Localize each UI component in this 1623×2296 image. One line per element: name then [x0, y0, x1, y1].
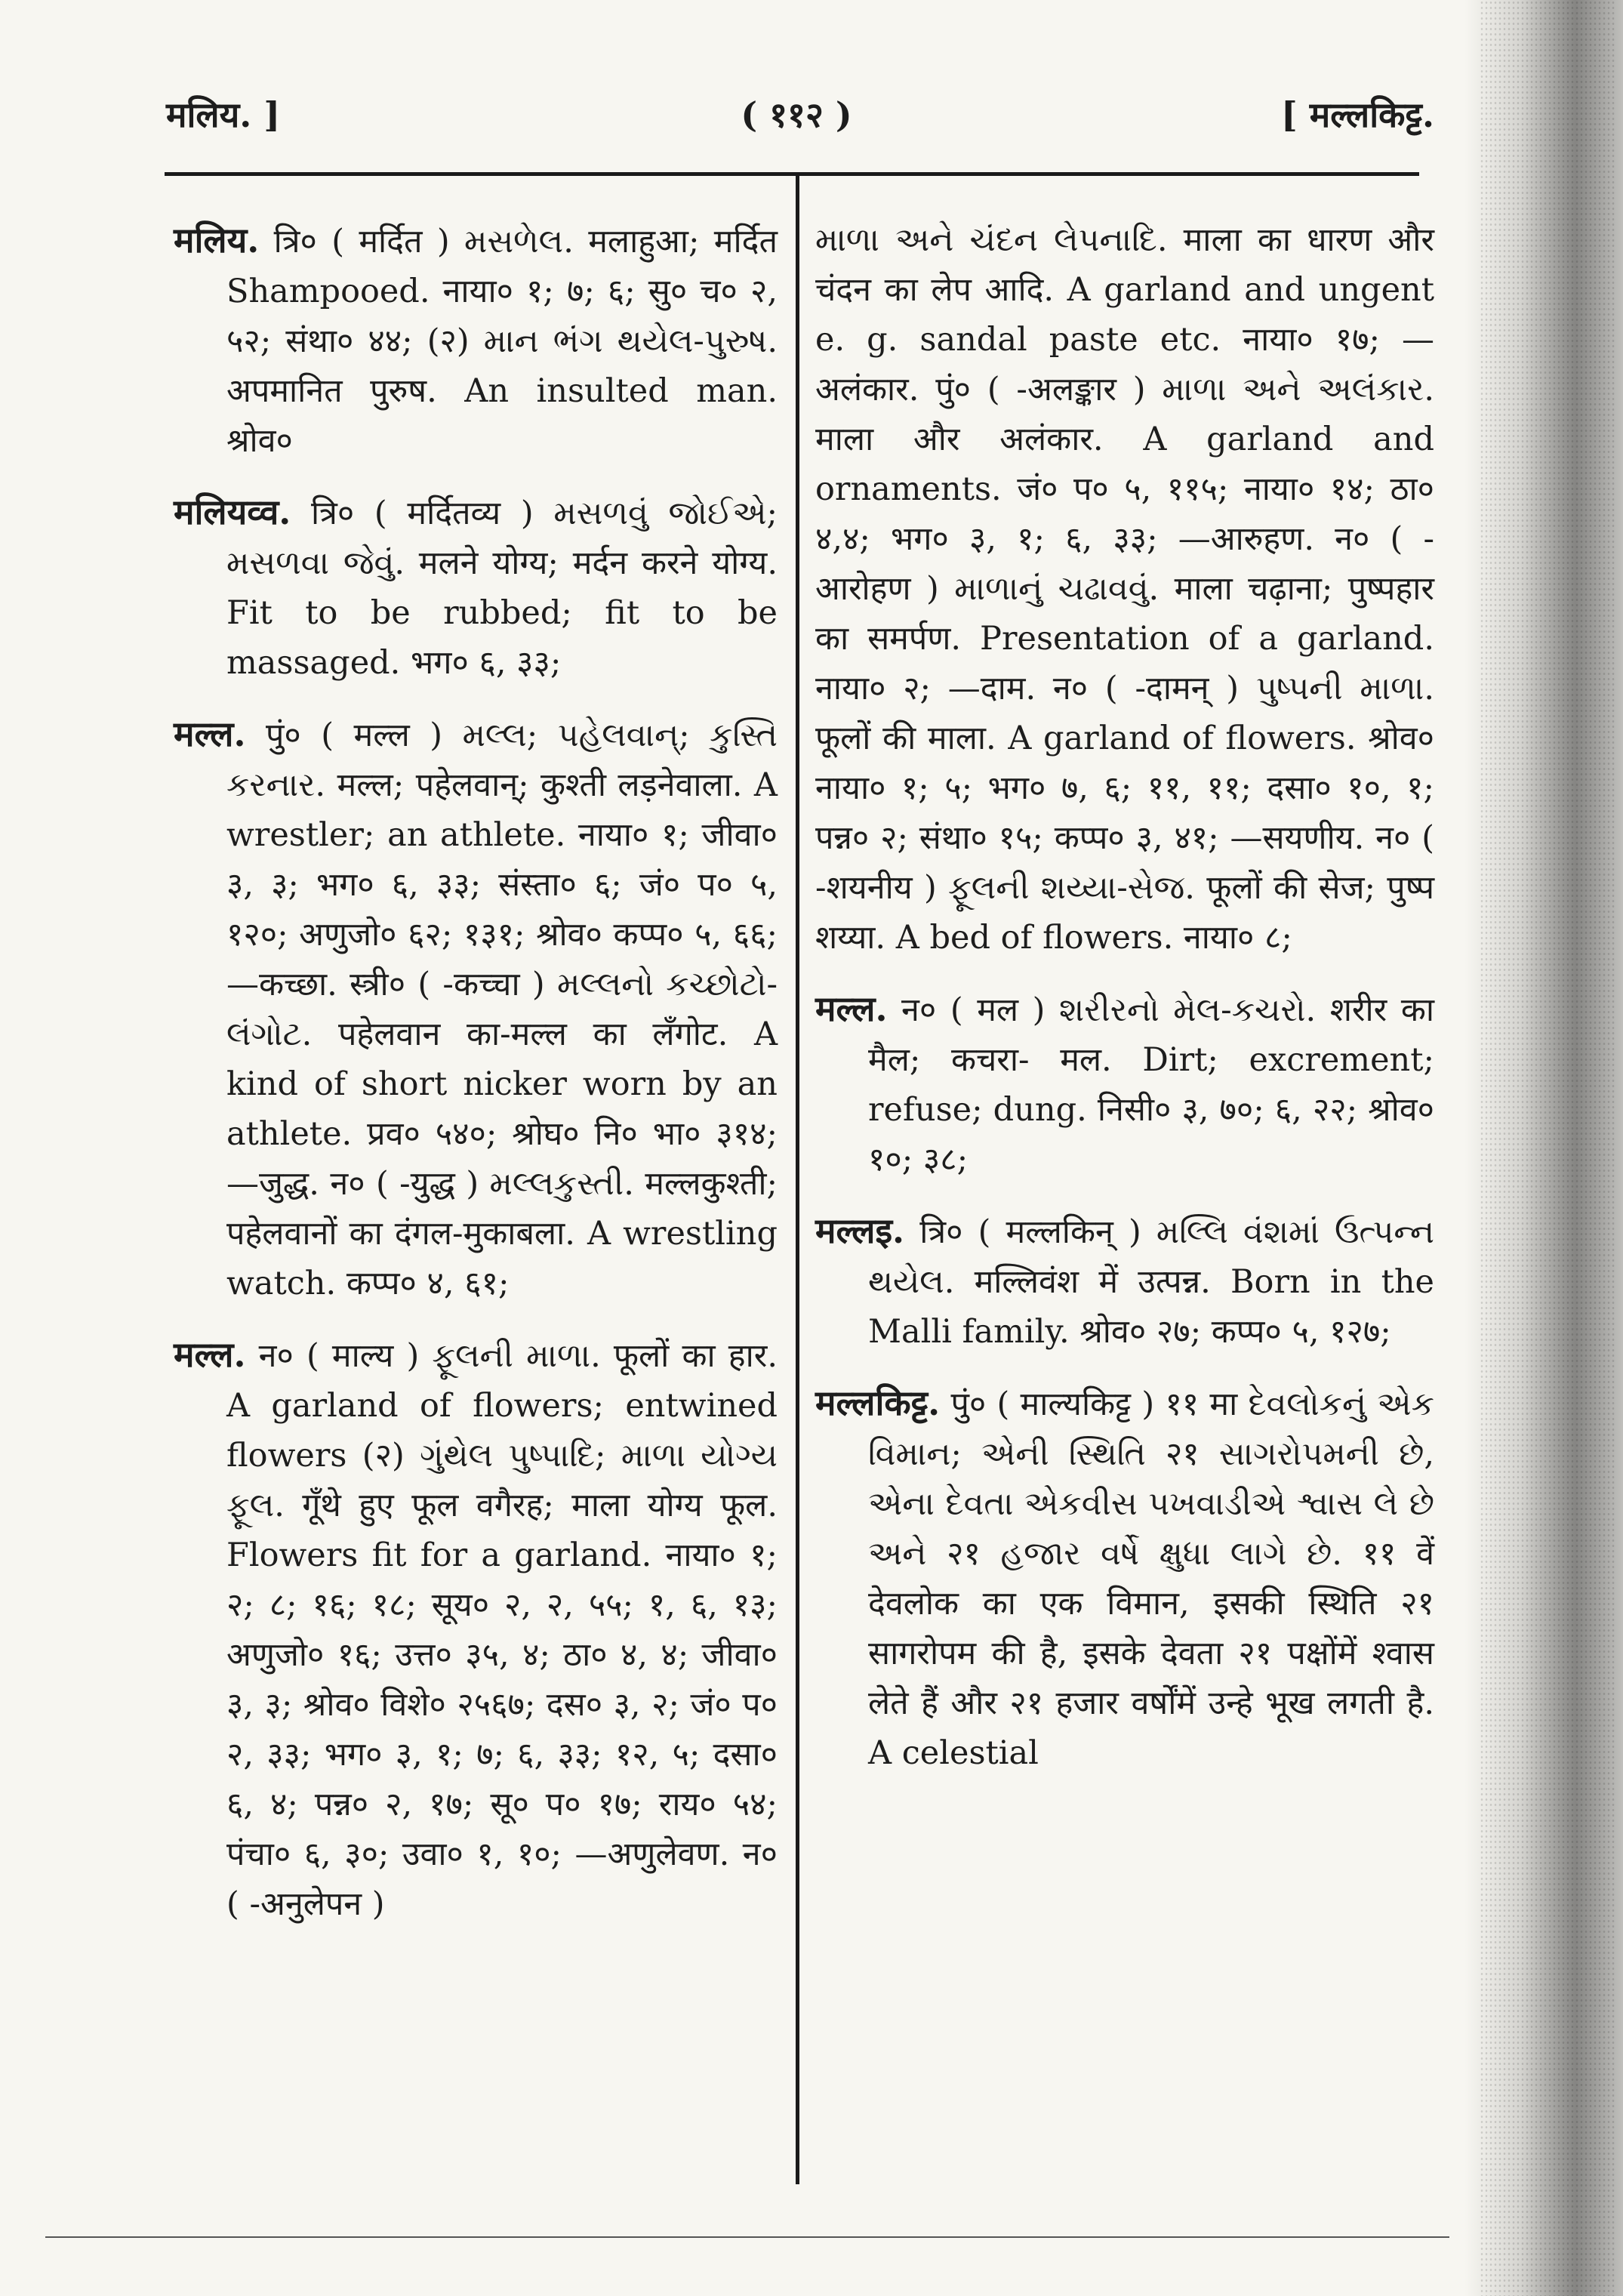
- entry-definition: त्रि० ( मर्दित ) મસળેલ. मलाहुआ; मर्दित Shampooed. नाया० १; ७; ६; सु० च० २, ५२; संथा० ४४; (२) માન ભંગ થયેલ-પુરુષ. अपमानित पुरुष. An insulted man. श्रोव०: [226, 223, 778, 460]
- entry-headword: मल्लइ.: [815, 1210, 905, 1251]
- dictionary-entry: [174, 709, 778, 1308]
- dictionary-entry: [815, 1206, 1434, 1357]
- entry-definition: पुं० ( माल्यकिट्ट ) ११ मा દેવલોકનું એક વિમાન; એની સ્થિતિ २१ સાગરોપમની છે, એના દેવતા એકવીસ પખવાડીએ શ્વાસ લે છે અને २१ હજાર વર્ષે ક્ષુધા લાગે છે. ११ वें देवलोक का एक विमान, इसकी स्थिति २१ सागरोपम की है, इसके देवता २१ पक्षोंमें श्वास लेते हैं और २१ हजार वर्षोंमें उन्हे भूख लगती है. A celestial: [868, 1385, 1434, 1772]
- header-first-word: मलिय. ]: [166, 94, 281, 135]
- left-column: [174, 215, 778, 1950]
- dictionary-entry: [174, 215, 778, 466]
- bottom-rule: [45, 2236, 1449, 2238]
- entry-definition: न० ( मल ) શરીરનો મેલ-કચરો. शरीर का मैल; कचरा- मल. Dirt; excrement; refuse; dung. निसी० ३, ७०; ६, २२; श्रोव० १०; ३८;: [868, 991, 1434, 1179]
- dictionary-entry: [174, 1330, 778, 1929]
- entry-definition: त्रि० ( मर्दितव्य ) મસળવું જોઈએ; મસળવા જેવું. मलने योग्य; मर्दन करने योग्य. Fit to be rubbed; fit to be massaged. भग० ६, ३३;: [226, 495, 778, 682]
- dictionary-entry: [815, 984, 1434, 1185]
- dictionary-entry: [815, 1378, 1434, 1778]
- page-number: ( ११२ ): [741, 94, 852, 135]
- entry-headword: मल्लकिट्ट.: [815, 1382, 941, 1423]
- entry-headword: मल्ल.: [174, 713, 246, 754]
- right-column: [815, 215, 1434, 1799]
- entry-headword: मलियव्व.: [174, 492, 291, 532]
- entry-headword: मल्ल.: [174, 1334, 246, 1375]
- entry-definition: માળા અને ચંદન લેપનાદિ. माला का धारण और चंदन का लेप आदि. A garland and ungent e. g. sandal paste etc. नाया० १७; —अलंकार. पुं० ( -अलङ्कार ) માળા અને અલંકાર. माला और अलंकार. A garland and ornaments. जं० प० ५, ११५; नाया० १४; ठा० ४,४; भग० ३, १; ६, ३३; —आरुहण. न० ( -आरोहण ) માળાનું ચઢાવવું. माला चढ़ाना; पुष्पहार का समर्पण. Presentation of a garland. नाया० २; —दाम. न० ( -दामन् ) પુષ્પની માળા. फूलों की माला. A garland of flowers. श्रोव० नाया० १; ५; भग० ७, ६; ११, ११; दसा० १०, १; पन्न० २; संथा० १५; कप्प० ३, ४१; —सयणीय. न० ( -शयनीय ) ફૂલની શય્યા-સેજ. फूलों की सेज; पुष्प शय्या. A bed of flowers. नाया० ८;: [815, 221, 1434, 957]
- entry-definition: पुं० ( मल्ल ) મલ્લ; પહેલવાન્; કુસ્તિ કરનાર. मल्ल; पहेलवान्; कुश्ती लड़नेवाला. A wrestler; an athlete. नाया० १; जीवा० ३, ३; भग० ६, ३३; संस्ता० ६; जं० प० ५, १२०; अणुजो० ६२; १३१; श्रोव० कप्प० ५, ६६; —कच्छा. स्त्री० ( -कच्चा ) મલ્લનો કચ્છોટો-લંગોટ. पहेलवान का-मल्ल का लँगोट. A kind of short nicker worn by an athlete. प्रव० ५४०; श्रोघ० नि० भा० ३१४; —जुद्ध. न० ( -युद्ध ) મલ્લકુસ્તી. मल्लकुश्ती; पहेलवानों का दंगल-मुकाबला. A wrestling watch. कप्प० ४, ६१;: [226, 717, 778, 1302]
- dictionary-entry-continuation: [815, 215, 1434, 963]
- page-edge-texture: [1480, 0, 1615, 2296]
- running-header: [159, 83, 1434, 151]
- entry-headword: मल्ल.: [815, 988, 888, 1029]
- column-divider: [796, 176, 799, 2184]
- entry-definition: त्रि० ( मल्लकिन् ) મલ્લિ વંશમાં ઉત્પન્ન થયેલ. मल्लिवंश में उत्पन्न. Born in the Malli family. श्रोव० २७; कप्प० ५, १२७;: [868, 1213, 1434, 1351]
- header-last-word: [ मल्लकिट्ट.: [1281, 94, 1434, 135]
- entry-headword: मलिय.: [174, 220, 260, 260]
- entry-definition: न० ( माल्य ) ફૂલની માળા. फूलों का हार. A garland of flowers; entwined flowers (२) ગુંથેલ પુષ્પાદિ; માળા યોગ્ય ફૂલ. गूँथे हुए फूल वगैरह; माला योग्य फूल. Flowers fit for a garland. नाया० १; २; ८; १६; १८; सूय० २, २, ५५; १, ६, १३; अणुजो० १६; उत्त० ३५, ४; ठा० ४, ४; जीवा० ३, ३; श्रोव० विशे० २५६७; दस० ३, २; जं० प० २, ३३; भग० ३, १; ७; ६, ३३; १२, ५; दसा० ६, ४; पन्न० २, १७; सू० प० १७; राय० ५४; पंचा० ६, ३०; उवा० १, १०; —अणुलेवण. न० ( -अनुलेपन ): [226, 1337, 778, 1923]
- header-rule: [165, 172, 1419, 176]
- dictionary-entry: [174, 487, 778, 688]
